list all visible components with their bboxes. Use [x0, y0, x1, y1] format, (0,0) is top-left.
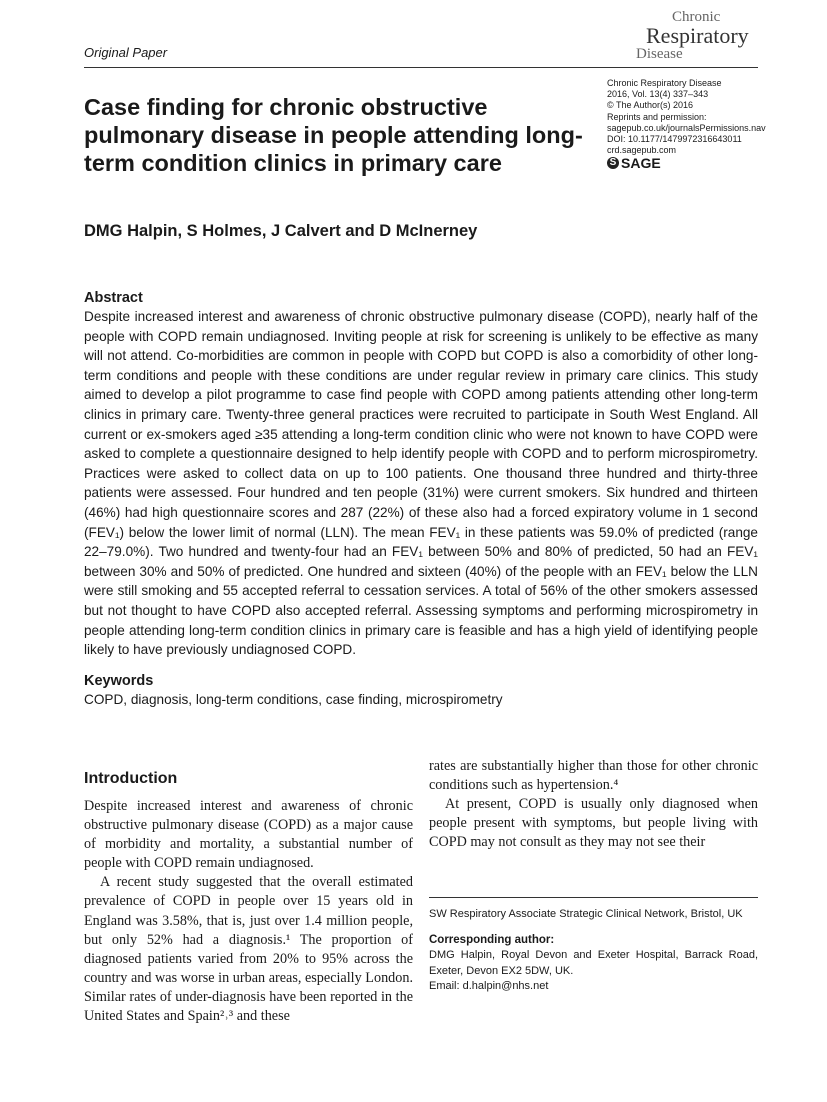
corresponding-author-heading: Corresponding author:: [429, 933, 555, 946]
body-column-left: [84, 797, 413, 1026]
body-paragraph: A recent study suggested that the overall estimated prevalence of COPD in people over 15 years old in England was 3.58%, that is, just over 1.4 million people, but only 52% had a diagnosis.¹ The proportion of diagnosed patients varied from 20% to 95% across the country and was worse in urban areas, especially London. Similar rates of under-diagnosis have been reported in the United States and Spain²˒³ and these: [84, 874, 413, 1025]
meta-reprints: Reprints and permission:: [607, 111, 707, 122]
corresponding-email[interactable]: Email: d.halpin@nhs.net: [429, 980, 549, 992]
body-paragraph: rates are substantially higher than those for other chronic conditions such as hypertension.⁴: [429, 758, 758, 794]
meta-volume: 2016, Vol. 13(4) 337–343: [607, 89, 709, 100]
logo-word-respiratory: Respiratory: [646, 23, 749, 48]
article-title: Case finding for chronic obstructive pulmonary disease in people attending long-term condition clinics in primary care: [84, 94, 583, 176]
body-paragraph: At present, COPD is usually only diagnosed when people present with symptoms, but people living with COPD may not consult as they may not see their: [429, 796, 758, 851]
footnotes: [429, 907, 758, 995]
sage-s-icon: S: [607, 157, 619, 169]
meta-copyright: © The Author(s) 2016: [607, 100, 694, 111]
corresponding-address: DMG Halpin, Royal Devon and Exeter Hospital, Barrack Road, Exeter, Devon EX2 5DW, UK.: [429, 949, 758, 977]
meta-site-link[interactable]: crd.sagepub.com: [607, 145, 677, 156]
author-list: DMG Halpin, S Holmes, J Calvert and D McInerney: [84, 222, 478, 240]
footnote-rule: [429, 897, 758, 898]
publisher-logo: [607, 154, 766, 171]
body-paragraph: Despite increased interest and awareness of chronic obstructive pulmonary disease (COPD) as a major cause of morbidity and mortality, a substantial number of people with COPD remain undiagnosed.: [84, 798, 413, 872]
meta-permissions-link[interactable]: sagepub.co.uk/journalsPermissions.nav: [607, 122, 766, 133]
introduction-heading: Introduction: [84, 770, 178, 787]
abstract-section: [84, 289, 758, 709]
journal-metadata: [607, 78, 766, 169]
logo-word-disease: Disease: [636, 46, 683, 62]
keywords-text: COPD, diagnosis, long-term conditions, case finding, microspirometry: [84, 691, 503, 707]
journal-logo: [636, 10, 761, 64]
abstract-heading: Abstract: [84, 290, 143, 306]
abstract-text: Despite increased interest and awareness of chronic obstructive pulmonary disease (COPD), nearly half of the people with COPD remain undiagnosed. Inviting people at risk for screening is unlikely to be effective as many will not attend. Co-morbidities are common in people with COPD but COPD is also a comorbidity of other long-term conditions and people with these conditions are under regular review in primary care clinics. This study aimed to develop a pilot programme to case find people with COPD among patients attending other long-term clinics in primary care. Twenty-three general practices were recruited to participate in South West England. All current or ex-smokers aged ≥35 attending a long-term condition clinic who were not known to have COPD were asked to complete a questionnaire designed to help identify people with COPD and to perform microspirometry. Practices were asked to collect data on up to 100 patients. One thousand three hundred and thirty-three patients were assessed. Four hundred and ten people (31%) were current smokers. Six hundred and thirteen (46%) had high questionnaire scores and 287 (22%) of these also had a forced expiratory volume in 1 second (FEV₁) below the lower limit of normal (LLN). The mean FEV₁ in these patients was 59.0% of predicted (range 22–79.0%). Two hundred and twenty-four had an FEV₁ between 50% and 80% of predicted, 50 had an FEV₁ between 30% and 50% of predicted. One hundred and sixteen (40%) of the people with an FEV₁ below the LLN were still smoking and 55 accepted referral to cessation services. A total of 56% of the other smokers assessed but not thought to have COPD also accepted referral. Assessing symptoms and performing microspirometry in people attending long-term condition clinics in primary care is feasible and has a high yield of identifying people likely to have previously undiagnosed COPD.: [84, 309, 758, 658]
meta-doi[interactable]: DOI: 10.1177/1479972316643011: [607, 134, 742, 145]
keywords-heading: Keywords: [84, 672, 154, 689]
meta-journal: Chronic Respiratory Disease: [607, 78, 722, 88]
logo-word-chronic: Chronic: [672, 9, 721, 25]
header-rule: [84, 67, 758, 68]
body-column-right: [429, 757, 758, 852]
publisher-name: SAGE: [621, 154, 661, 171]
affiliation: SW Respiratory Associate Strategic Clinical Network, Bristol, UK: [429, 908, 743, 920]
article-type-label: Original Paper: [84, 45, 168, 60]
